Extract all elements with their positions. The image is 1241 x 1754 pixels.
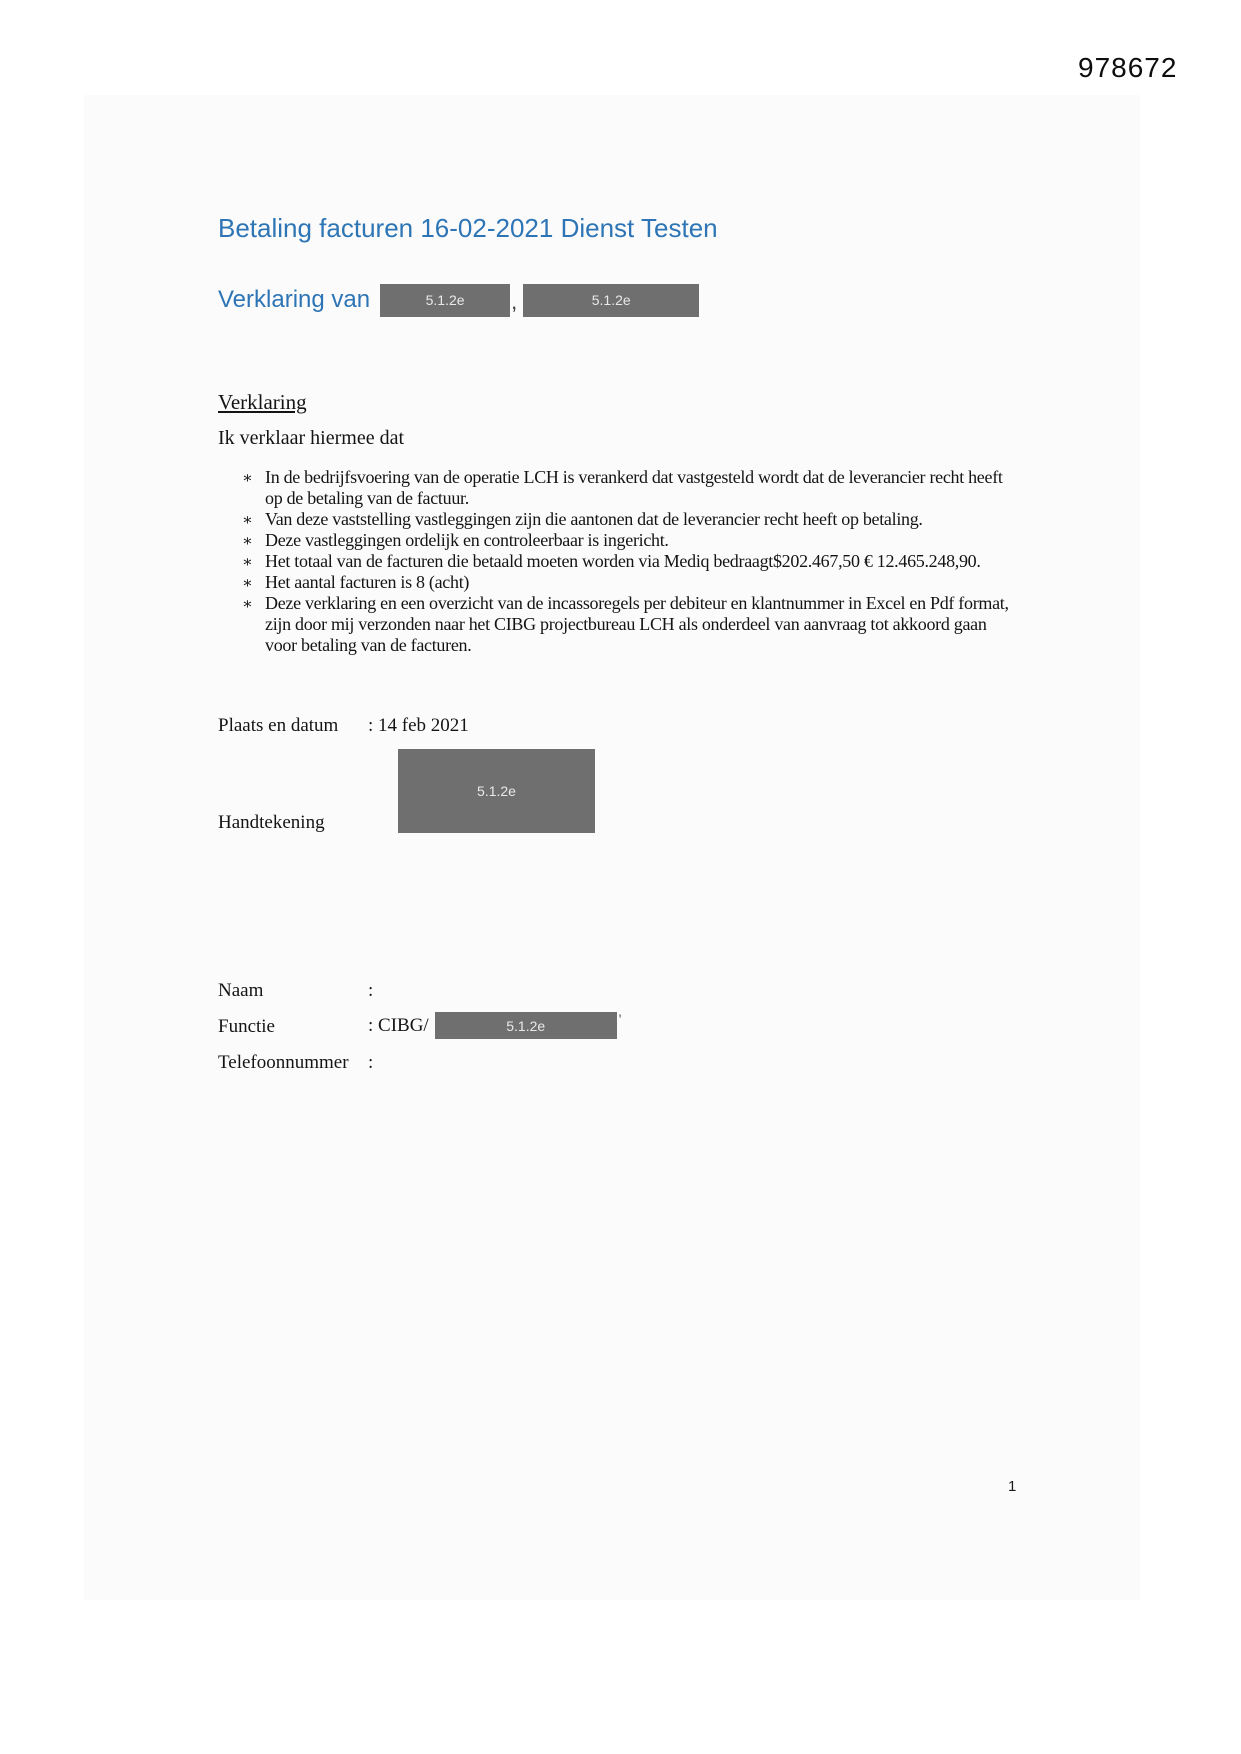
phone-label: Telefoonnummer: [218, 1052, 349, 1073]
bullet-marker: ∗: [242, 512, 253, 529]
intro-text: Ik verklaar hiermee dat: [218, 427, 405, 449]
subtitle-prefix: Verklaring van: [218, 286, 371, 313]
document-id: 978672: [1078, 52, 1178, 83]
redaction-label: 5.1.2e: [425, 292, 465, 308]
bullet-marker: ∗: [242, 470, 253, 487]
redaction-box-name-2: [523, 284, 699, 317]
list-item: [241, 530, 1015, 551]
declaration-subject-line: [218, 283, 699, 317]
name-value: :: [368, 980, 374, 1001]
redaction-box-signature: [398, 749, 595, 833]
bullet-marker: ∗: [242, 533, 253, 550]
bullet-marker: ∗: [242, 575, 253, 592]
list-item-text: Het aantal facturen is 8 (acht): [265, 572, 470, 592]
role-value: [368, 1012, 621, 1039]
role-value-suffix: ': [618, 1012, 622, 1028]
page-title: Betaling facturen 16-02-2021 Dienst Testen: [218, 213, 718, 243]
redaction-box-role: [435, 1012, 617, 1039]
role-value-prefix: : CIBG/: [368, 1014, 429, 1036]
redaction-label: 5.1.2e: [477, 783, 516, 799]
declaration-list: [241, 467, 1015, 656]
role-label: Functie: [218, 1016, 275, 1037]
redaction-label: 5.1.2e: [591, 292, 631, 308]
scan-page-background: [84, 95, 1140, 1600]
phone-value: :: [368, 1052, 374, 1073]
subtitle-separator: ,: [511, 289, 518, 314]
list-item-text: Het totaal van de facturen die betaald moeten worden via Mediq bedraagt$202.467,50 € 12.465.248,90.: [265, 551, 981, 571]
list-item-text: In de bedrijfsvoering van de operatie LCH is verankerd dat vastgesteld wordt dat de leverancier recht heeft op de betaling van de factuur.: [265, 467, 1003, 508]
signature-label: Handtekening: [218, 812, 325, 833]
name-label: Naam: [218, 980, 264, 1001]
page-number: 1: [1008, 1478, 1017, 1495]
bullet-marker: ∗: [242, 554, 253, 571]
list-item: [241, 509, 1015, 530]
section-heading: Verklaring: [218, 390, 307, 414]
redaction-box-name-1: [380, 284, 510, 317]
place-date-label: Plaats en datum: [218, 715, 339, 736]
list-item: [241, 572, 1015, 593]
list-item: [241, 551, 1015, 572]
list-item-text: Deze vastleggingen ordelijk en controleerbaar is ingericht.: [265, 530, 669, 550]
bullet-marker: ∗: [242, 596, 253, 613]
list-item: [241, 467, 1015, 509]
list-item: [241, 593, 1015, 656]
redaction-label: 5.1.2e: [506, 1017, 546, 1034]
list-item-text: Deze verklaring en een overzicht van de incassoregels per debiteur en klantnummer in Excel en Pdf format, zijn door mij verzonden naar het CIBG projectbureau LCH als onderdeel van aanvraag tot akkoord gaan voor betaling van de facturen.: [265, 593, 1009, 655]
place-date-value: : 14 feb 2021: [368, 715, 469, 736]
list-item-text: Van deze vaststelling vastleggingen zijn die aantonen dat de leverancier recht heeft op betaling.: [265, 509, 923, 529]
